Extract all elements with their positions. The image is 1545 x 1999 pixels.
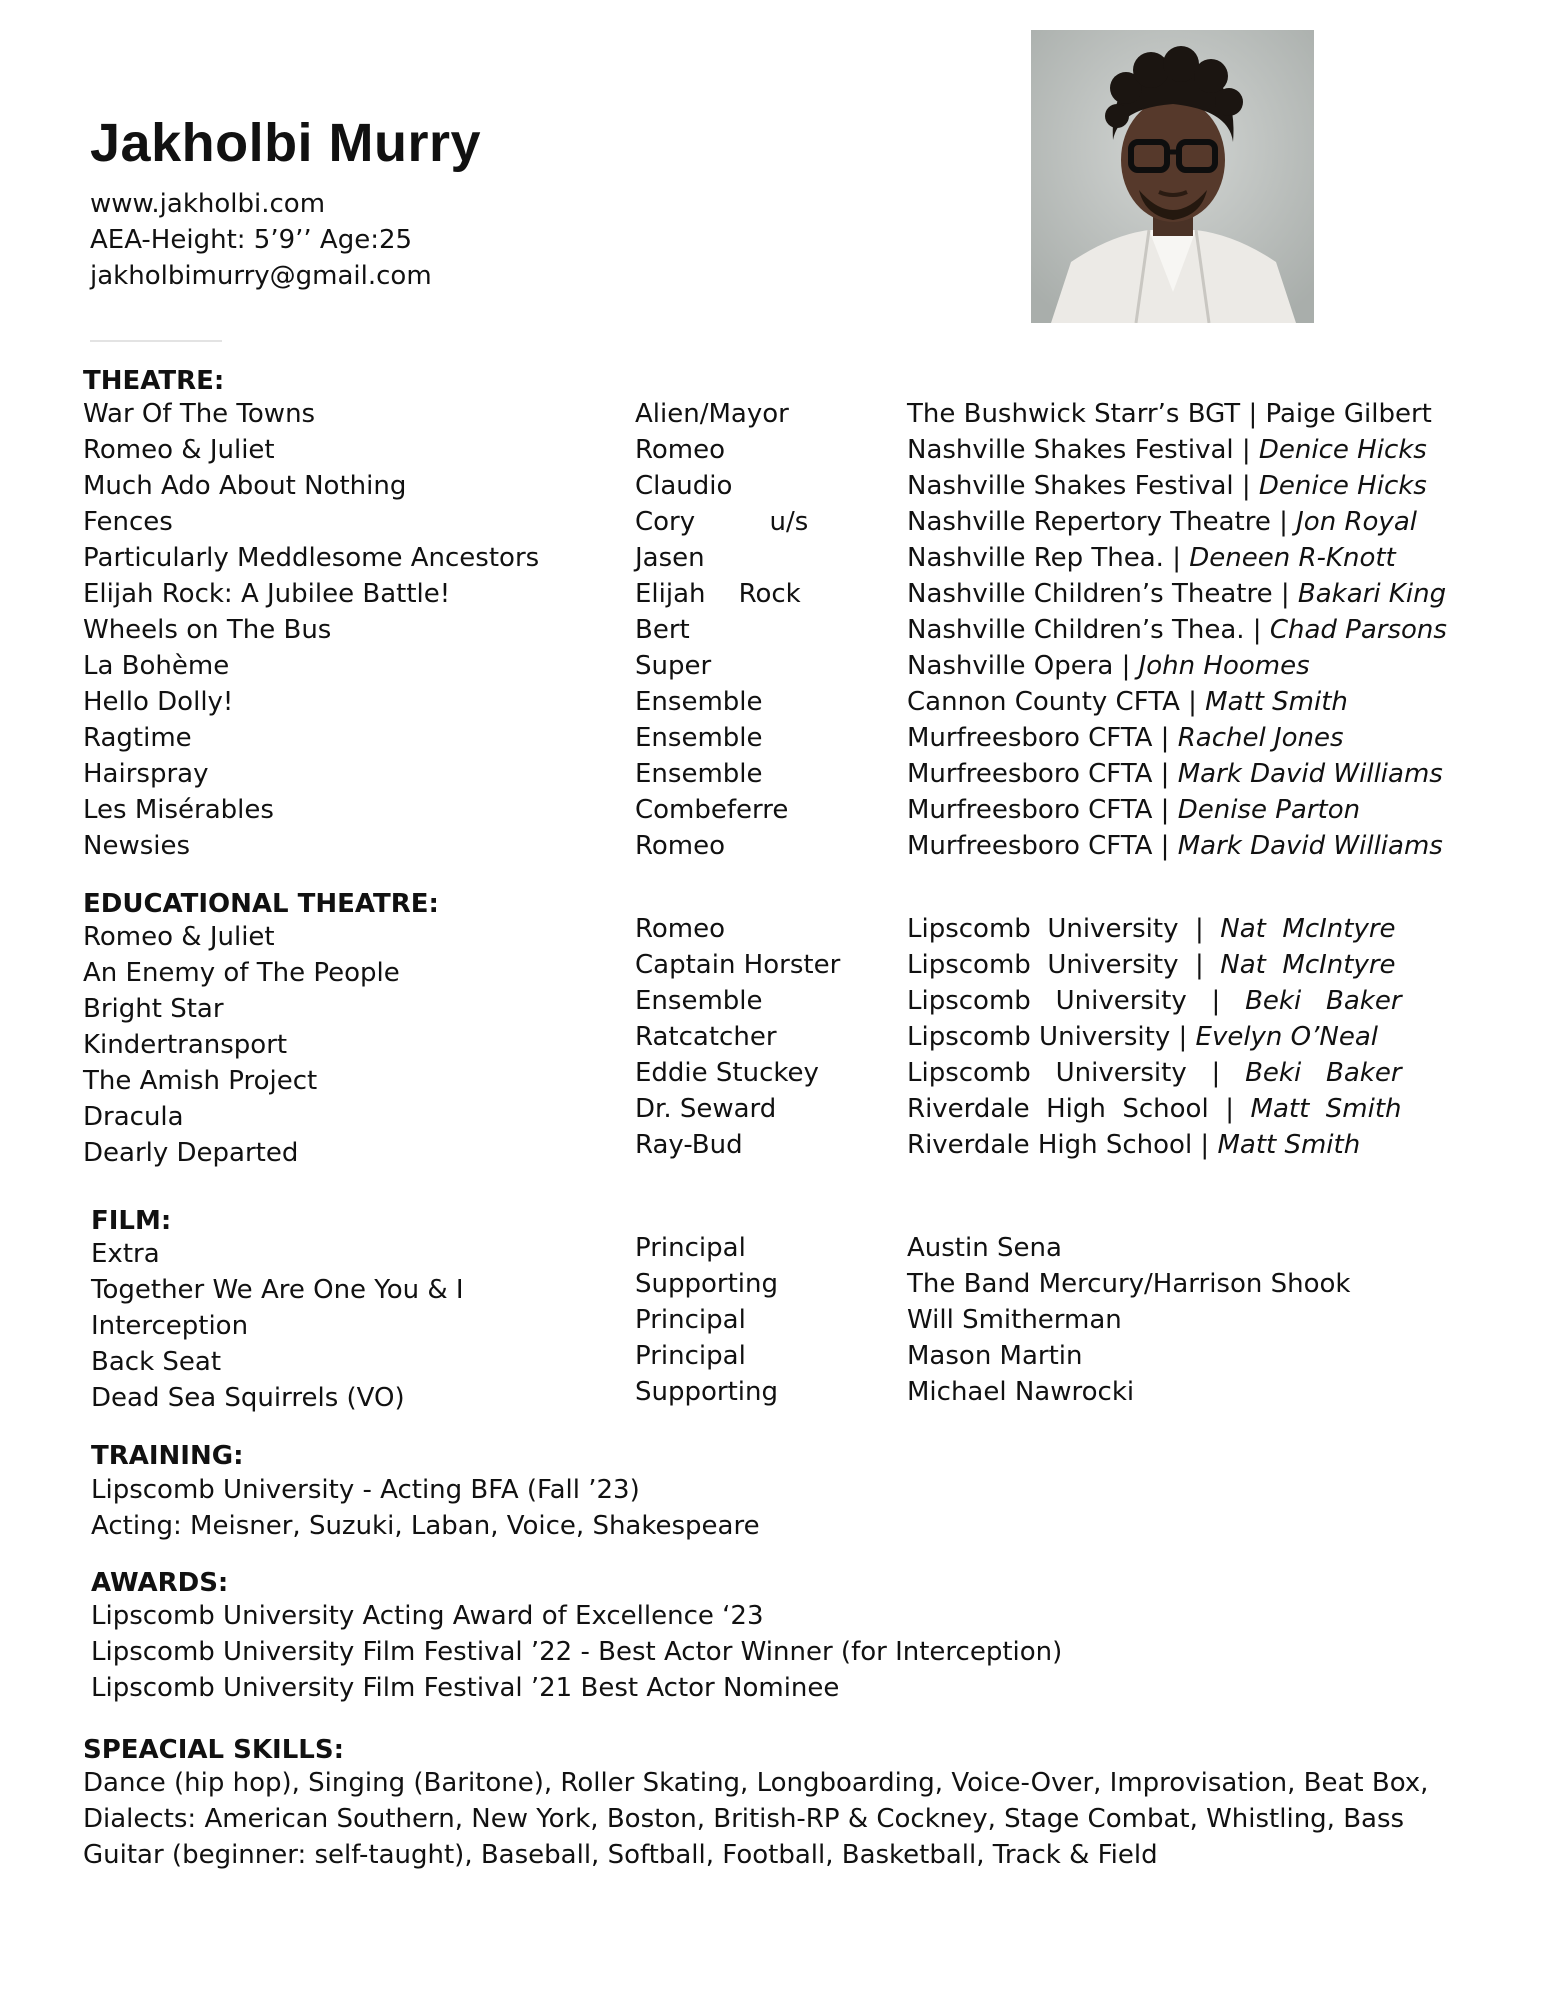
- educational-heading: EDUCATIONAL THEATRE:: [83, 889, 439, 919]
- director-name: Beki Baker: [1245, 1058, 1402, 1088]
- venue-director: [907, 1019, 1402, 1055]
- film-director: Will Smitherman: [907, 1305, 1122, 1335]
- production-title: La Bohème: [83, 651, 230, 681]
- venue-director: [907, 983, 1402, 1019]
- production-title: Bright Star: [83, 994, 224, 1024]
- skills-line: Dance (hip hop), Singing (Baritone), Roller Skating, Longboarding, Voice-Over, Improvisation, Beat Box,: [83, 1768, 1429, 1798]
- skills-line: Dialects: American Southern, New York, Boston, British-RP & Cockney, Stage Combat, Whistling, Bass: [83, 1804, 1405, 1834]
- role-name: Claudio: [635, 471, 733, 501]
- role-name: Elijah Rock: [635, 579, 801, 609]
- director-name: Denise Parton: [1177, 795, 1361, 825]
- film-roles: [635, 1230, 778, 1410]
- director-name: Denice Hicks: [1258, 435, 1427, 465]
- role-name: Romeo: [635, 435, 726, 465]
- film-title: Back Seat: [91, 1347, 222, 1377]
- website-link[interactable]: www.jakholbi.com: [90, 189, 326, 219]
- production-title: Dearly Departed: [83, 1138, 299, 1168]
- film-director: The Band Mercury/Harrison Shook: [907, 1269, 1351, 1299]
- role-name: Ensemble: [635, 986, 763, 1016]
- venue-text: Nashville Shakes Festival |: [907, 471, 1259, 501]
- venue-text: Murfreesboro CFTA |: [907, 759, 1178, 789]
- film-heading: FILM:: [91, 1206, 172, 1236]
- production-title: Romeo & Juliet: [83, 435, 275, 465]
- venue-text: Nashville Shakes Festival |: [907, 435, 1259, 465]
- venue-director: [907, 540, 1447, 576]
- venue-director: [907, 576, 1447, 612]
- film-director: Michael Nawrocki: [907, 1377, 1135, 1407]
- venue-director: [907, 432, 1447, 468]
- skills-line: Guitar (beginner: self-taught), Baseball, Softball, Football, Basketball, Track & Field: [83, 1840, 1158, 1870]
- venue-text: Nashville Repertory Theatre |: [907, 507, 1297, 537]
- director-name: Mark David Williams: [1177, 831, 1443, 861]
- role-name: Eddie Stuckey: [635, 1058, 819, 1088]
- venue-text: Nashville Rep Thea. |: [907, 543, 1190, 573]
- role-type: Principal: [635, 1233, 746, 1263]
- venue-text: Lipscomb University |: [907, 986, 1246, 1016]
- production-title: Dracula: [83, 1102, 184, 1132]
- role-type: Principal: [635, 1305, 746, 1335]
- venue-text: Riverdale High School |: [907, 1094, 1251, 1124]
- film-director: Mason Martin: [907, 1341, 1083, 1371]
- venue-director: [907, 648, 1447, 684]
- director-name: Beki Baker: [1245, 986, 1402, 1016]
- production-title: Much Ado About Nothing: [83, 471, 407, 501]
- contact-block: [90, 186, 432, 294]
- venue-director: [907, 1055, 1402, 1091]
- director-name: Nat McIntyre: [1220, 950, 1396, 980]
- venue-text: Nashville Opera |: [907, 651, 1139, 681]
- email-link[interactable]: jakholbimurry@gmail.com: [90, 261, 432, 291]
- production-title: Fences: [83, 507, 173, 537]
- awards-heading: AWARDS:: [91, 1568, 229, 1598]
- venue-text: Nashville Children’s Theatre |: [907, 579, 1298, 609]
- production-title: Romeo & Juliet: [83, 922, 275, 952]
- skills-heading: SPEACIAL SKILLS:: [83, 1735, 344, 1765]
- educational-roles: [635, 911, 840, 1163]
- director-name: Denice Hicks: [1258, 471, 1427, 501]
- headshot-icon: [1031, 30, 1314, 323]
- award-line: Lipscomb University Film Festival ’22 - Best Actor Winner (for Interception): [91, 1637, 1063, 1667]
- production-title: Elijah Rock: A Jubilee Battle!: [83, 579, 451, 609]
- training-line: Acting: Meisner, Suzuki, Laban, Voice, Shakespeare: [91, 1511, 760, 1541]
- educational-venues: [907, 911, 1402, 1163]
- role-name: Super: [635, 651, 712, 681]
- director-name: John Hoomes: [1138, 651, 1310, 681]
- venue-director: [907, 947, 1402, 983]
- director-name: Nat McIntyre: [1220, 914, 1396, 944]
- venue-text: Lipscomb University |: [907, 914, 1221, 944]
- director-name: Rachel Jones: [1177, 723, 1344, 753]
- award-line: Lipscomb University Film Festival ’21 Best Actor Nominee: [91, 1673, 840, 1703]
- production-title: Kindertransport: [83, 1030, 288, 1060]
- awards-list: [91, 1598, 1062, 1706]
- film-director: Austin Sena: [907, 1233, 1062, 1263]
- director-name: Matt Smith: [1217, 1130, 1361, 1160]
- header-divider: [90, 340, 222, 342]
- director-name: Chad Parsons: [1269, 615, 1447, 645]
- venue-director: [907, 828, 1447, 864]
- actor-stats: AEA-Height: 5’9’’ Age:25: [90, 225, 413, 255]
- director-name: Mark David Williams: [1177, 759, 1443, 789]
- actor-name: Jakholbi Murry: [90, 113, 482, 173]
- film-titles: [91, 1236, 464, 1416]
- role-name: Ensemble: [635, 723, 763, 753]
- role-name: Ensemble: [635, 687, 763, 717]
- director-name: Bakari King: [1297, 579, 1447, 609]
- film-directors: [907, 1230, 1350, 1410]
- role-name: Jasen: [635, 543, 705, 573]
- venue-director: [907, 504, 1447, 540]
- production-title: Hairspray: [83, 759, 209, 789]
- role-name: Ratcatcher: [635, 1022, 777, 1052]
- director-name: Matt Smith: [1250, 1094, 1402, 1124]
- training-list: [91, 1472, 760, 1544]
- film-title: Extra: [91, 1239, 160, 1269]
- film-title: Dead Sea Squirrels (VO): [91, 1383, 405, 1413]
- venue-director: [907, 720, 1447, 756]
- production-title: Les Misérables: [83, 795, 274, 825]
- role-name: Romeo: [635, 831, 726, 861]
- production-title: Particularly Meddlesome Ancestors: [83, 543, 540, 573]
- venue-text: Lipscomb University |: [907, 1058, 1246, 1088]
- theatre-roles: [635, 396, 808, 864]
- production-title: Ragtime: [83, 723, 192, 753]
- skills-list: [83, 1765, 1428, 1873]
- role-name: Ray-Bud: [635, 1130, 743, 1160]
- venue-director: [907, 468, 1447, 504]
- production-title: Newsies: [83, 831, 191, 861]
- role-name: Cory u/s: [635, 507, 809, 537]
- role-name: Romeo: [635, 914, 726, 944]
- venue-director: [907, 396, 1447, 432]
- venue-text: Cannon County CFTA |: [907, 687, 1206, 717]
- production-title: Wheels on The Bus: [83, 615, 332, 645]
- role-type: Supporting: [635, 1269, 778, 1299]
- venue-text: Murfreesboro CFTA |: [907, 795, 1178, 825]
- role-name: Combeferre: [635, 795, 789, 825]
- film-title: Together We Are One You & I: [91, 1275, 464, 1305]
- venue-director: [907, 792, 1447, 828]
- role-name: Captain Horster: [635, 950, 841, 980]
- venue-director: [907, 1127, 1402, 1163]
- educational-titles: [83, 919, 400, 1171]
- role-name: Dr. Seward: [635, 1094, 777, 1124]
- film-title: Interception: [91, 1311, 249, 1341]
- venue-director: [907, 684, 1447, 720]
- production-title: War Of The Towns: [83, 399, 316, 429]
- venue-text: The Bushwick Starr’s BGT |: [907, 399, 1266, 429]
- venue-director: [907, 911, 1402, 947]
- director-name: Jon Royal: [1296, 507, 1417, 537]
- venue-text: Murfreesboro CFTA |: [907, 831, 1178, 861]
- venue-text: Lipscomb University |: [907, 950, 1221, 980]
- production-title: The Amish Project: [83, 1066, 318, 1096]
- venue-director: [907, 612, 1447, 648]
- award-line: Lipscomb University Acting Award of Excellence ‘23: [91, 1601, 764, 1631]
- headshot-photo: [1031, 30, 1314, 323]
- director-name: Evelyn O’Neal: [1195, 1022, 1379, 1052]
- venue-text: Lipscomb University |: [907, 1022, 1196, 1052]
- venue-text: Riverdale High School |: [907, 1130, 1218, 1160]
- theatre-titles: [83, 396, 539, 864]
- training-heading: TRAINING:: [91, 1441, 244, 1471]
- director-name: Paige Gilbert: [1265, 399, 1432, 429]
- venue-text: Murfreesboro CFTA |: [907, 723, 1178, 753]
- director-name: Matt Smith: [1205, 687, 1348, 717]
- role-type: Principal: [635, 1341, 746, 1371]
- training-line: Lipscomb University - Acting BFA (Fall ’23): [91, 1475, 640, 1505]
- theatre-heading: THEATRE:: [83, 366, 225, 396]
- director-name: Deneen R-Knott: [1189, 543, 1396, 573]
- production-title: Hello Dolly!: [83, 687, 234, 717]
- venue-text: Nashville Children’s Thea. |: [907, 615, 1270, 645]
- venue-director: [907, 1091, 1402, 1127]
- venue-director: [907, 756, 1447, 792]
- theatre-venues: [907, 396, 1447, 864]
- role-name: Alien/Mayor: [635, 399, 789, 429]
- role-name: Ensemble: [635, 759, 763, 789]
- production-title: An Enemy of The People: [83, 958, 400, 988]
- role-name: Bert: [635, 615, 690, 645]
- role-type: Supporting: [635, 1377, 778, 1407]
